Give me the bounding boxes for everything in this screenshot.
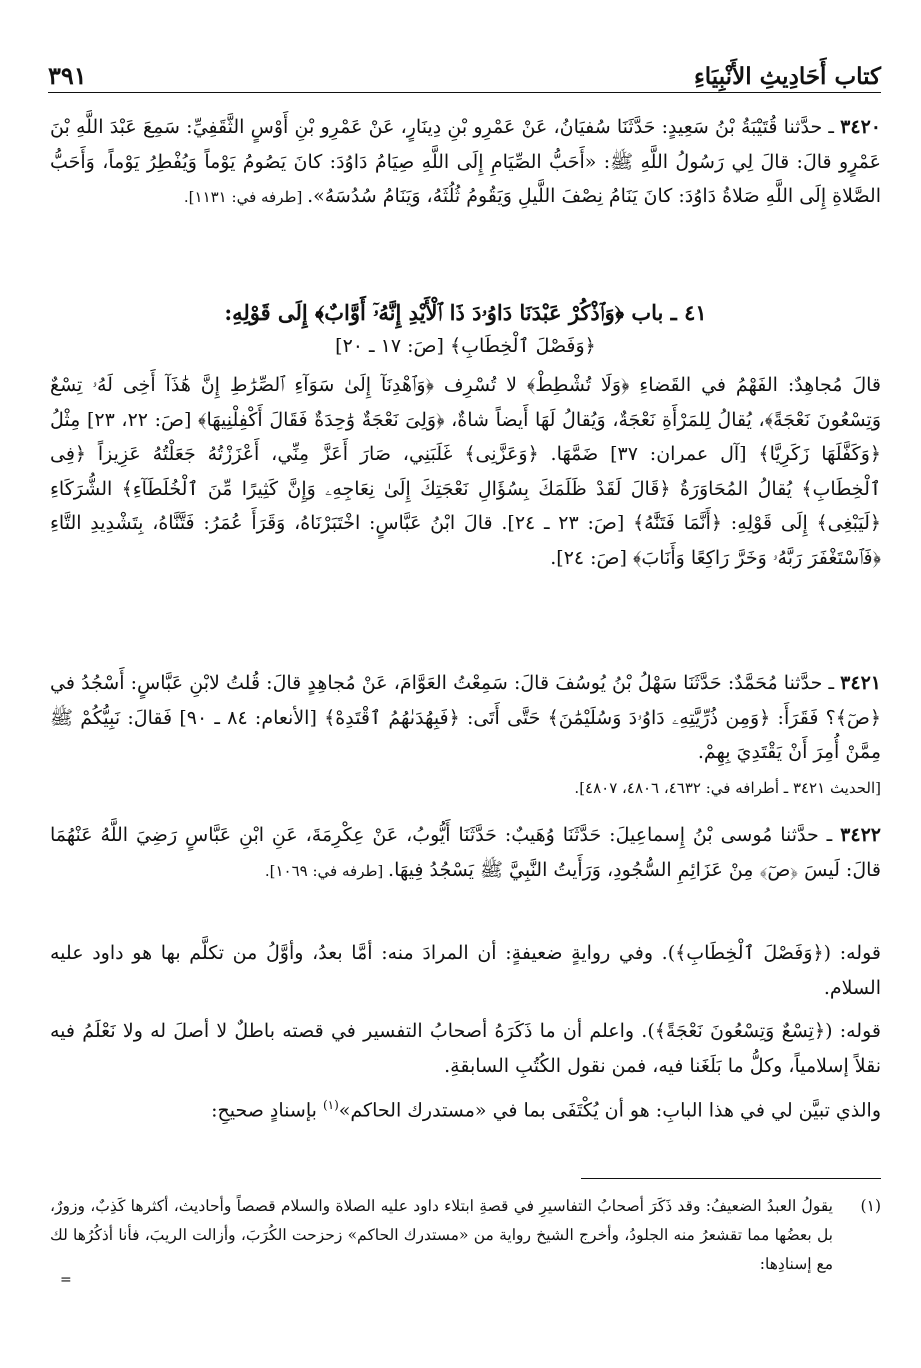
cross-reference: [الحديث ٣٤٢١ ـ أطرافه في: ٤٦٣٢، ٤٨٠٦، ٤٨٠٧]. [574,778,881,797]
mujahid-commentary: قالَ مُجاهِدٌ: الفَهْمُ في القَضاءِ ﴿وَلَا تُشْطِطْ﴾ لا تُسْرِف ﴿وَٱهْدِنَآ إِلَىٰ سَوَآءِ ٱلصِّرَٰطِ إِنَّ هَٰذَآ أَخِى لَهُۥ تِسْعٌ وَتِسْعُونَ نَعْجَةً﴾، يُقالُ لِلمَرْأَةِ نَعْجَةٌ، وَيُقالُ لَهَا أَيضاً شاةٌ، ﴿وَلِىَ نَعْجَةٌ وَٰحِدَةٌ فَقَالَ أَكْفِلْنِيهَا﴾ [صَ: ٢٢، ٢٣] مِثْلُ ﴿وَكَفَّلَهَا زَكَرِيَّا﴾ [آل عمران: ٣٧] ضَمَّهَا. ﴿وَعَزَّنِى﴾ غَلَبَنِي، صَارَ أَعَزَّ مِنِّي، أَعْزَزْتُهُ جَعَلْتُهُ عَزِيزاً ﴿فِى ٱلْخِطَابِ﴾ يُقالُ المُحَاوَرَةُ ﴿قَالَ لَقَدْ ظَلَمَكَ بِسُؤَالِ نَعْجَتِكَ إِلَىٰ نِعَاجِهِۦ وَإِنَّ كَثِيرًا مِّنَ ٱلْخُلَطَآءِ﴾ الشُّرَكَاءِ ﴿لَيَبْغِى﴾ إِلَى قَوْلِهِ: ﴿أَنَّمَا فَتَنَّٰهُ﴾ [صَ: ٢٣ ـ ٢٤]. قالَ ابْنُ عَبَّاسٍ: اخْتَبَرْنَاهُ، وَقَرَأَ عُمَرُ: فَتَّنَّاهُ، بِتَشْدِيدِ التَّاءِ ﴿فَٱسْتَغْفَرَ رَبَّهُۥ وَخَرَّ رَاكِعًا وَأَنَابَ﴾ [صَ: ٢٤]. [50,374,881,569]
cross-reference: [طرفه في: ١٠٦٩]. [264,861,389,880]
hadith-number: ٣٤٢٠ [840,116,881,138]
commentary-paragraph: قوله: (﴿تِسْعٌ وَتِسْعُونَ نَعْجَةً﴾). واعلم أن ما ذَكَرَهُ أصحابُ التفسير في قصته باطلٌ لا أصلَ له ولا نَعْلَمُ فيه نقلاً إسلامياً، وكلُّ ما بَلَغَنا فيه، فمن نقول الكُتُبِ السابقةِ. [50,1020,881,1077]
hadith-number: ٣٤٢٢ [840,824,881,846]
commentary-text: والذي تبيَّن لي في هذا البابِ: هو أن يُكْتَفَى بما في «مستدرك الحاكم» [338,1099,881,1122]
footnote-number: (١) [860,1197,881,1215]
chapter-subheading: ﴿وَفَصْلَ ٱلْخِطَابِ﴾ [صَ: ١٧ ـ ٢٠] [335,335,596,357]
footnote-rule [581,1178,881,1179]
hadith-3420 [50,110,881,290]
footnote-text: يقولُ العبدُ الضعيفُ: وقد ذَكَرَ أصحابُ التفاسيرِ في قصةِ ابتلاء داود عليه الصلاة والسلام قصصاً وأحاديث، أكثرها كَذِبٌ، وزورٌ، بل بعضُها مما تقشعرُ منه الجلودُ، وأخرج الشيخ رواية من «مستدرك الحاكم» زحزحت الكُرَبَ، وأزالت الريبَ، فأنا أذكُرُها لك مع إسنادِها: [50,1197,833,1273]
main-text [50,110,881,1124]
hadith-3422 [50,818,881,930]
hadith-text: ـ حدَّثنا قُتَيْبَةُ بْنُ سَعِيدٍ: حَدَّثَنَا سُفيَانُ، عَنْ عَمْرِو بْنِ دِينَارٍ، عَنْ عَمْرِو بْنِ أَوْسٍ الثَّقَفِيِّ: سَمِعَ عَبْدَ اللَّهِ بْنَ عَمْرٍو قالَ: قالَ لِي رَسُولُ اللَّهِ ﷺ: «أَحَبُّ الصِّيَامِ إِلَى اللَّهِ صِيَامُ دَاوُدَ: كانَ يَصُومُ يَوْماً وَيُفْطِرُ يَوْماً، وَأَحَبُّ الصَّلاةِ إِلَى اللَّهِ صَلاةُ دَاوُدَ: كانَ يَنَامُ نِصْفَ اللَّيلِ وَيَقُومُ ثُلُثَهُ، وَيَنَامُ سُدُسَهُ». [50,116,881,207]
footnote-reference[interactable]: (١) [322,1098,339,1112]
continuation-mark: = [60,1272,72,1288]
footnote [50,1192,881,1279]
hadith-3421 [50,666,881,814]
page-number: ٣٩١ [48,61,87,90]
commentary-text: بإسنادٍ صحيحٍ: [211,1099,323,1122]
hadith-number: ٣٤٢١ [840,672,881,694]
page-header [48,50,881,90]
header-rule [48,92,881,93]
running-title: كتاب أَحَادِيثِ الأَنْبِيَاءِ [693,63,881,90]
hadith-text: ـ حدَّثنا مُحَمَّدٌ: حَدَّثَنَا سَهْلُ بْنُ يُوسُفَ قالَ: سَمِعْتُ العَوَّامَ، عَنْ مُجاهِدٍ قالَ: قُلتُ لابْنِ عَبَّاسٍ: أَسْجُدُ في ﴿صٓ﴾؟ فَقَرَأَ: ﴿وَمِن ذُرِّيَّتِهِۦ دَاوُۥدَ وَسُلَيْمَٰنَ﴾ حَتَّى أَتَى: ﴿فَبِهُدَىٰهُمُ ٱقْتَدِهْ﴾ [الأنعام: ٨٤ ـ ٩٠] فَقالَ: نَبِيُّكُمْ ﷺ مِمَّنْ أُمِرَ أَنْ يَقْتَدِيَ بِهِمْ. [50,672,881,763]
cross-reference: [طرفه في: ١١٣١]. [183,188,308,206]
commentary-paragraph: قوله: (﴿وَفَصْلَ ٱلْخِطَابِ﴾). وفي روايةٍ ضعيفةٍ: أن المرادَ منه: أمَّا بعدُ، وأوَّلُ من تكلَّم بها هو داود عليه السلام. [50,942,881,999]
chapter-heading: ٤١ ـ باب ﴿وَٱذْكُرْ عَبْدَنَا دَاوُۥدَ ذَا ٱلْأَيْدِ إِنَّهُۥٓ أَوَّابٌ﴾ إِلَى قَوْلِهِ: [224,300,707,325]
hadith-text: ـ حدَّثنا مُوسى بْنُ إِسماعِيلَ: حَدَّثَنَا وُهَيبٌ: حَدَّثَنَا أَيُّوبُ، عَنْ عِكْرِمَةَ، عَنِ ابْنِ عَبَّاسٍ رَضِيَ اللَّهُ عَنْهُمَا قالَ: لَيسَ ﴿صٓ﴾ مِنْ عَزَائِمِ السُّجُودِ، وَرَأَيتُ النَّبِيَّ ﷺ يَسْجُدُ فِيهَا. [50,824,881,881]
commentary-paragraph [50,1088,881,1124]
